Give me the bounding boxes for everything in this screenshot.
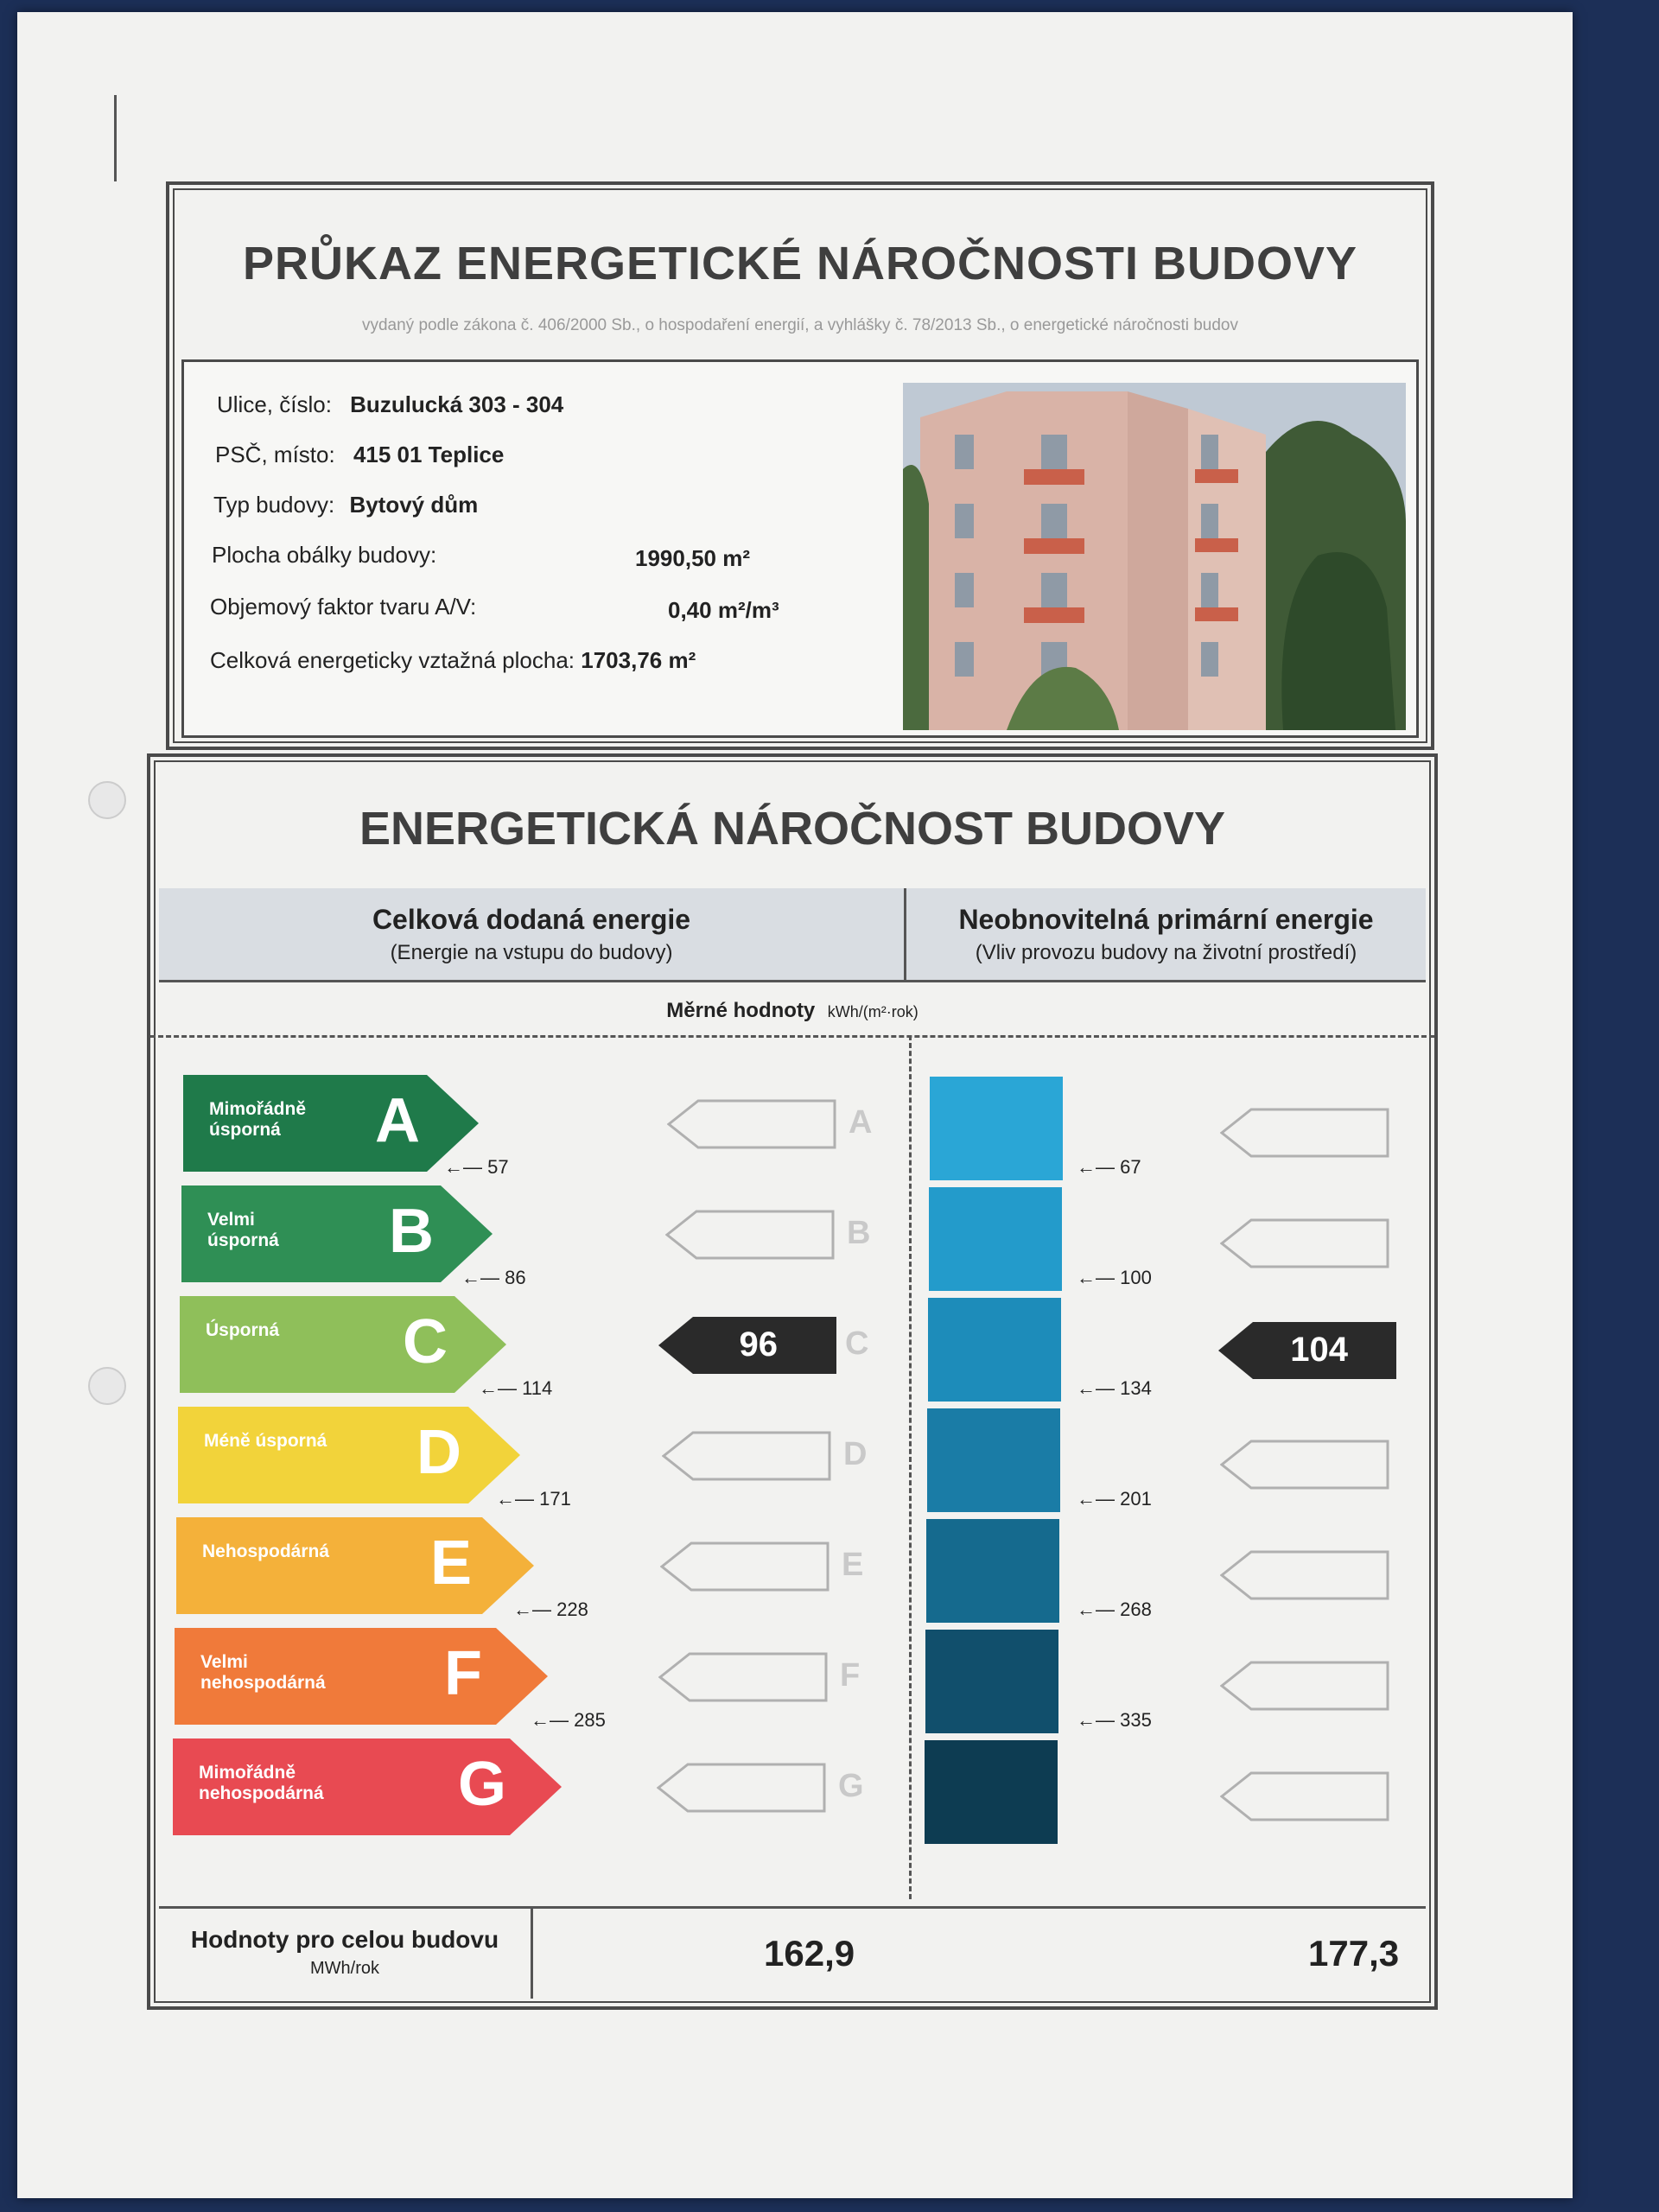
right-sub: (Vliv provozu budovy na životní prostředí) <box>975 941 1357 964</box>
empty-class-slot <box>657 1763 826 1813</box>
building-info <box>181 359 1419 738</box>
class-arrow-g <box>173 1738 562 1835</box>
empty-class-slot <box>1220 1218 1389 1268</box>
primary-threshold: ←— 67 <box>1077 1156 1141 1178</box>
right-column-header <box>906 888 1426 982</box>
empty-class-slot <box>1220 1771 1389 1821</box>
area-value: 1990,50 m² <box>635 545 750 571</box>
delivered-threshold: ←— 228 <box>513 1599 588 1620</box>
primary-energy-marker <box>1218 1322 1396 1379</box>
class-ghost-letter: E <box>842 1547 864 1583</box>
class-arrow-e <box>176 1517 534 1614</box>
delivered-threshold: ←— 285 <box>531 1709 606 1731</box>
total-label: Hodnoty pro celou budovu <box>190 1926 499 1953</box>
totals-label-cell <box>159 1909 533 1999</box>
street-value: Buzulucká 303 - 304 <box>350 391 564 417</box>
class-description: Nehospodárná <box>202 1541 330 1561</box>
psc-value: 415 01 Teplice <box>353 442 505 467</box>
primary-threshold: ←— 268 <box>1077 1599 1152 1620</box>
class-description-line2: úsporná <box>207 1230 279 1250</box>
totals-row <box>159 1906 1426 1999</box>
punch-hole <box>88 781 126 819</box>
class-letter: C <box>403 1307 448 1376</box>
delivered-energy-marker <box>658 1317 836 1374</box>
units-label: Měrné hodnoty <box>666 999 816 1022</box>
class-ghost-letter: C <box>845 1325 869 1362</box>
primary-energy-segment <box>930 1077 1063 1180</box>
document-subtitle: vydaný podle zákona č. 406/2000 Sb., o hospodaření energií, a vyhlášky č. 78/2013 Sb., o energetické náročnosti budov <box>361 316 1238 334</box>
delivered-threshold: ←— 171 <box>496 1488 571 1510</box>
class-description-line2: úsporná <box>209 1120 281 1140</box>
empty-class-slot <box>1220 1108 1389 1158</box>
factor-value: 0,40 m²/m³ <box>668 597 779 623</box>
class-description-line2: nehospodárná <box>200 1673 326 1693</box>
delivered-threshold: ←— 114 <box>479 1377 553 1399</box>
class-description: Úsporná <box>206 1320 280 1340</box>
empty-class-slot <box>667 1099 836 1149</box>
class-letter: F <box>444 1639 482 1708</box>
primary-threshold: ←— 201 <box>1077 1488 1152 1510</box>
total-primary-energy: 177,3 <box>1308 1933 1400 1974</box>
total-delivered-energy: 162,9 <box>764 1933 855 1974</box>
class-ghost-letter: A <box>849 1104 873 1141</box>
empty-class-slot <box>658 1652 828 1702</box>
class-arrow-f <box>175 1628 548 1725</box>
rating-box <box>147 753 1438 2010</box>
class-arrow-a <box>183 1075 479 1172</box>
delivered-threshold: ←— 86 <box>461 1267 526 1288</box>
area-label: Plocha obálky budovy: <box>212 542 437 568</box>
class-description: Méně úsporná <box>204 1431 327 1451</box>
class-description: Mimořádně nehospodárná <box>199 1763 324 1803</box>
pen-mark <box>114 95 117 181</box>
class-ghost-letter: F <box>840 1657 861 1694</box>
empty-class-slot <box>660 1541 830 1592</box>
ref-area-label: Celková energeticky vztažná plocha: <box>210 647 575 673</box>
type-label: Typ budovy: <box>213 492 335 518</box>
empty-class-slot <box>665 1210 835 1260</box>
column-divider <box>909 1035 912 1899</box>
primary-energy-segment <box>927 1408 1060 1512</box>
right-head: Neobnovitelná primární energie <box>958 904 1374 935</box>
left-sub: (Energie na vstupu do budovy) <box>390 941 673 964</box>
primary-energy-segment <box>925 1740 1058 1844</box>
class-description: Velmi nehospodárná <box>200 1652 326 1693</box>
certificate-sheet <box>17 12 1573 2198</box>
building-photo <box>903 383 1406 730</box>
primary-threshold: ←— 134 <box>1077 1377 1152 1399</box>
empty-class-slot <box>1220 1550 1389 1600</box>
primary-threshold: ←— 335 <box>1077 1709 1152 1731</box>
class-arrow-c <box>180 1296 506 1393</box>
factor-label: Objemový faktor tvaru A/V: <box>210 594 477 620</box>
punch-hole <box>88 1367 126 1405</box>
class-arrow-b <box>181 1185 493 1282</box>
class-description-line2: nehospodárná <box>199 1783 324 1803</box>
units: kWh/(m²·rok) <box>827 1003 918 1020</box>
header-box <box>166 181 1434 750</box>
class-letter: E <box>430 1529 473 1598</box>
class-ghost-letter: D <box>843 1436 868 1472</box>
type-value: Bytový dům <box>349 492 479 518</box>
primary-energy-segment <box>926 1519 1059 1623</box>
psc-label: PSČ, místo: <box>215 442 335 467</box>
class-letter: B <box>389 1197 434 1266</box>
total-unit: MWh/rok <box>310 1959 379 1978</box>
delivered-threshold: ←— 57 <box>444 1156 509 1178</box>
left-head: Celková dodaná energie <box>372 904 691 935</box>
class-letter: G <box>458 1750 507 1819</box>
primary-energy-value: 104 <box>1290 1331 1348 1369</box>
class-letter: D <box>416 1418 461 1487</box>
class-description: Mimořádně úsporná <box>209 1099 307 1140</box>
empty-class-slot <box>1220 1440 1389 1490</box>
primary-energy-segment <box>925 1630 1058 1733</box>
primary-energy-segment <box>929 1187 1062 1291</box>
class-ghost-letter: G <box>838 1768 864 1804</box>
primary-energy-segment <box>928 1298 1061 1402</box>
class-description: Velmi úsporná <box>207 1210 279 1250</box>
class-ghost-letter: B <box>847 1215 871 1251</box>
ref-area-value: 1703,76 m² <box>581 647 696 673</box>
empty-class-slot <box>662 1431 831 1481</box>
rating-title: ENERGETICKÁ NÁROČNOST BUDOVY <box>359 803 1226 855</box>
units-row <box>150 983 1434 1038</box>
primary-threshold: ←— 100 <box>1077 1267 1152 1288</box>
class-arrow-d <box>178 1407 520 1503</box>
class-letter: A <box>375 1086 420 1155</box>
delivered-energy-value: 96 <box>739 1325 778 1363</box>
empty-class-slot <box>1220 1661 1389 1711</box>
left-column-header <box>159 888 906 982</box>
street-label: Ulice, číslo: <box>217 391 332 417</box>
document-title: PRŮKAZ ENERGETICKÉ NÁROČNOSTI BUDOVY <box>242 238 1358 289</box>
